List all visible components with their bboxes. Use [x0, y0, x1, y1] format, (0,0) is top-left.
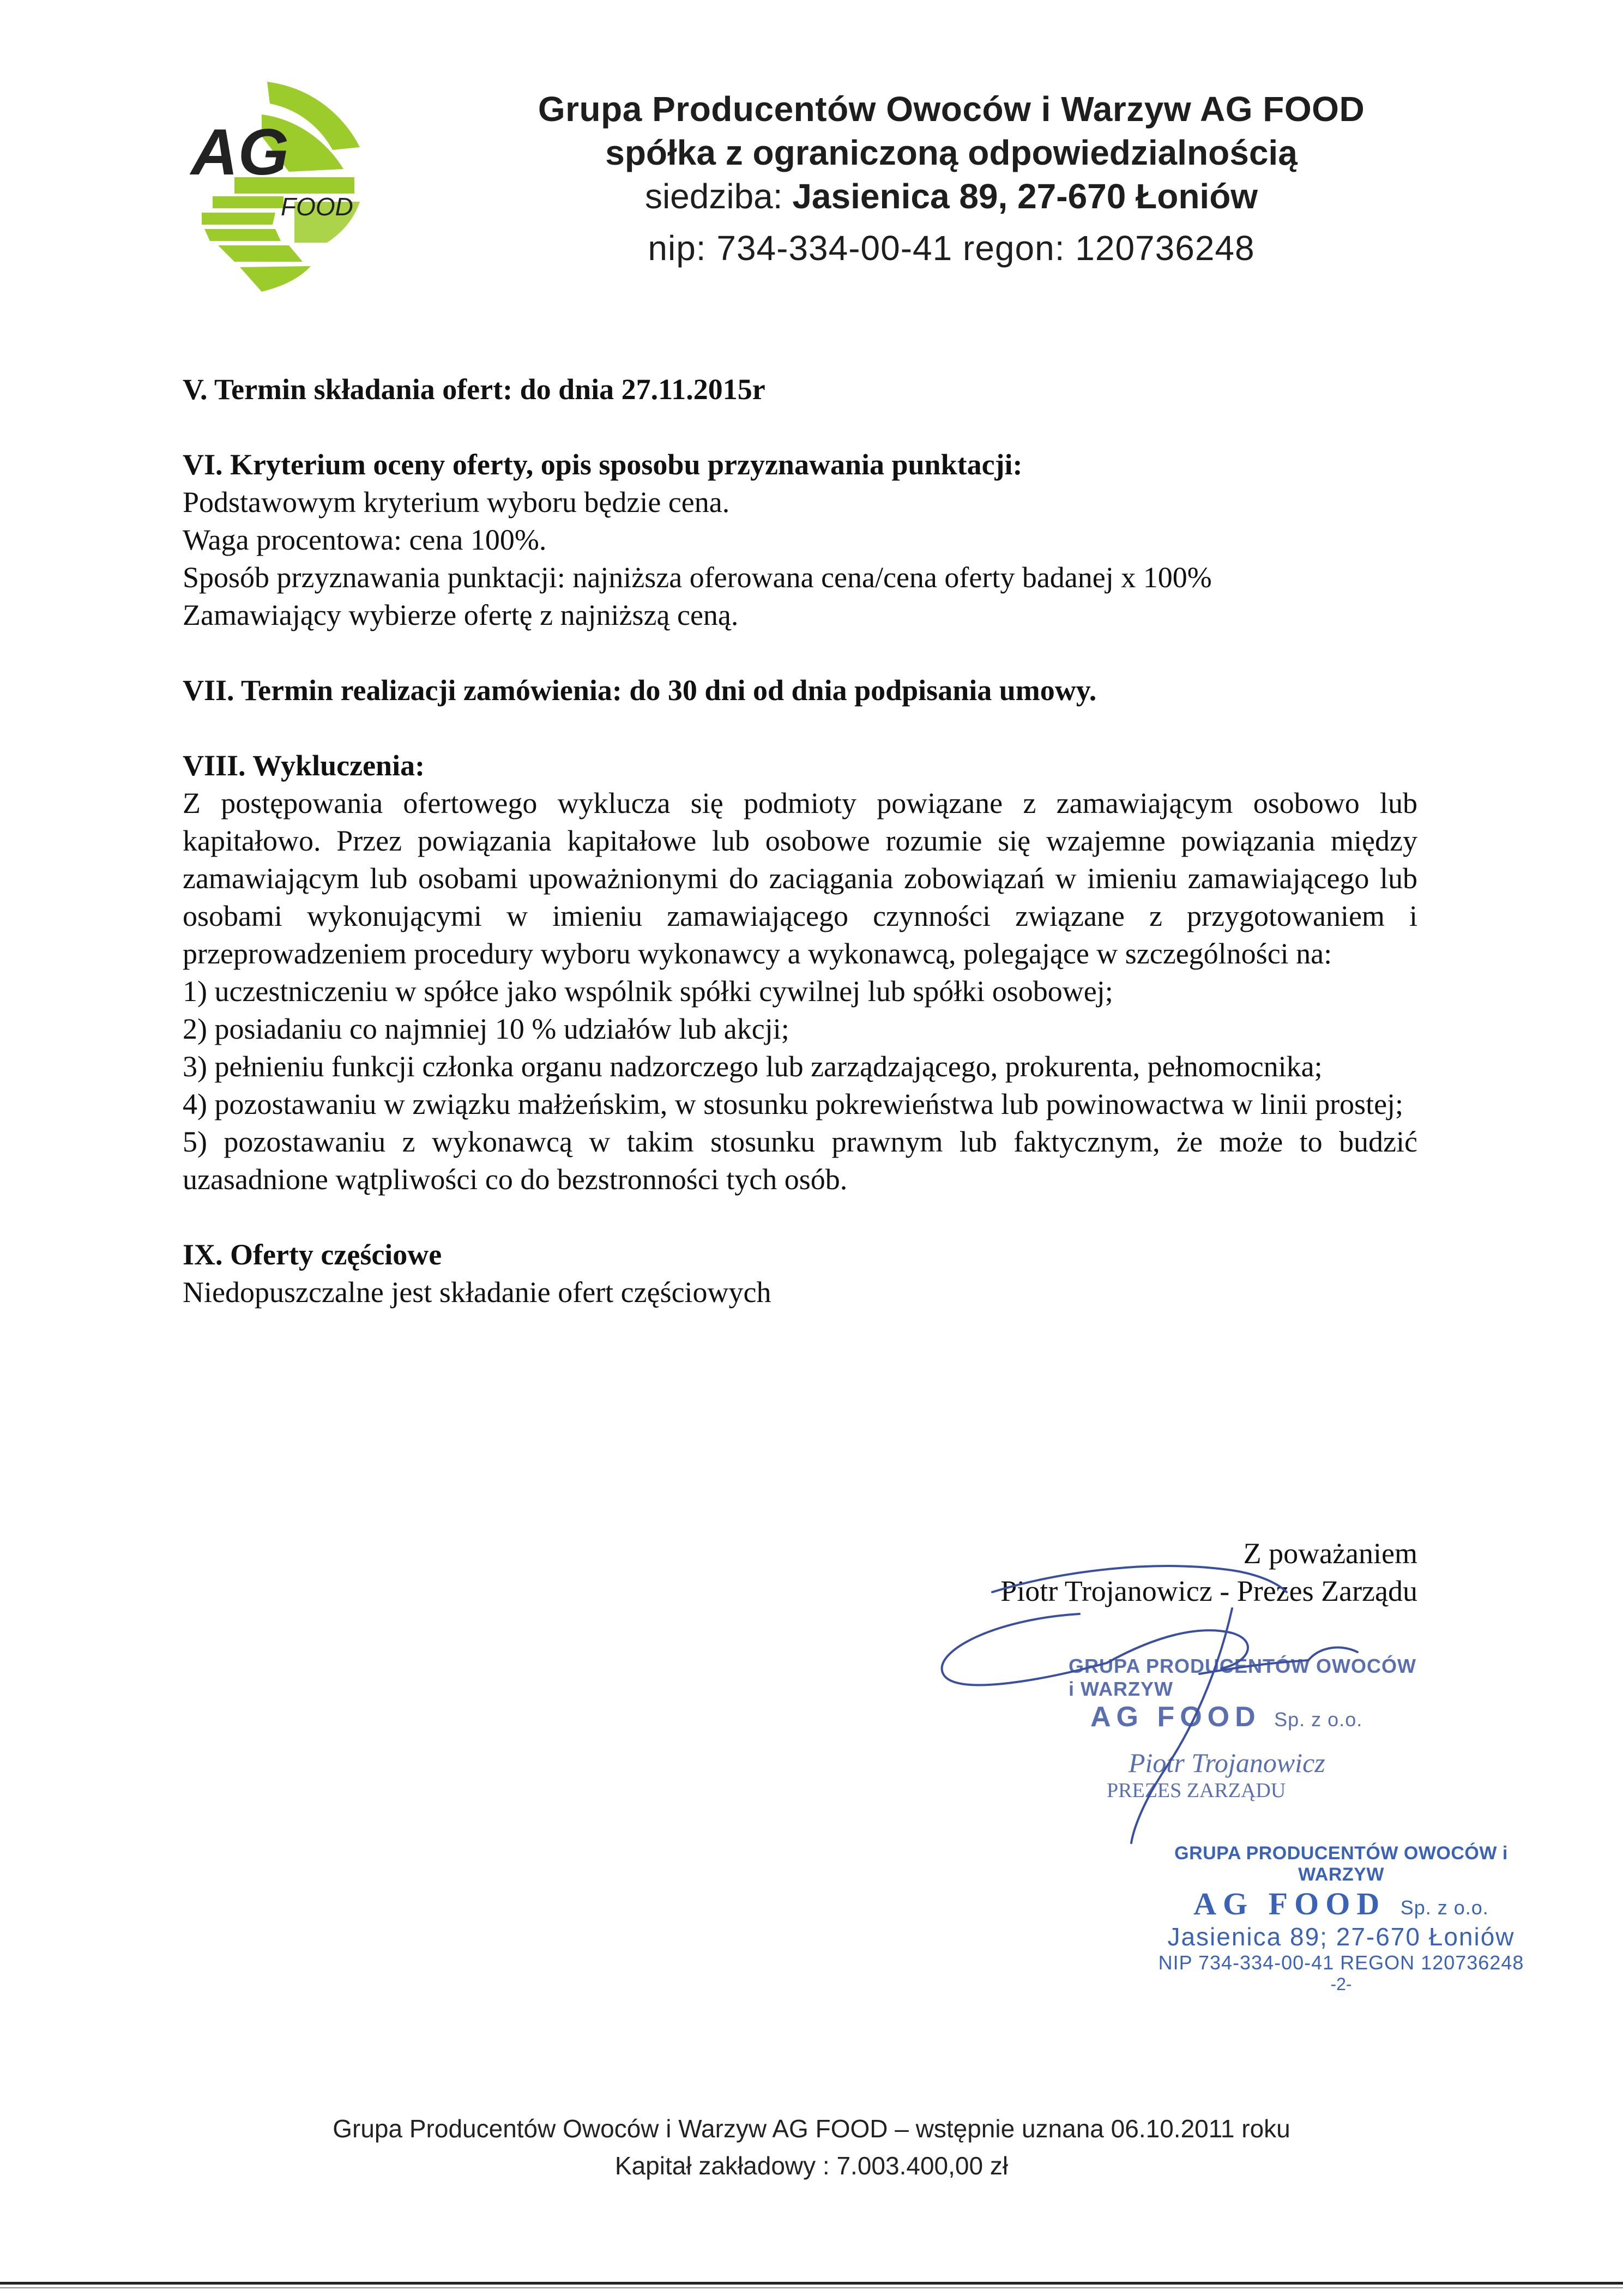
- address-value: Jasienica 89, 27-670 Łoniów: [792, 177, 1258, 216]
- ag-food-logo: [180, 82, 398, 300]
- section-ix: [183, 1236, 1417, 1311]
- company-name: Grupa Producentów Owoców i Warzyw AG FOOD: [538, 89, 1365, 129]
- company-address: [447, 174, 1456, 218]
- stamp1-name: Piotr Trojanowicz: [1129, 1747, 1325, 1778]
- stamp1-suffix: Sp. z o.o.: [1274, 1708, 1363, 1731]
- section-viii-title: VIII. Wykluczenia:: [183, 749, 425, 782]
- regon-value: 120736248: [1075, 228, 1255, 268]
- bottom-rule-thin: [0, 2287, 1623, 2288]
- regon-label: regon:: [963, 228, 1065, 268]
- stamp2-address: Jasienica 89; 27-670 Łoniów: [1167, 1923, 1515, 1951]
- company-ids: [447, 218, 1456, 278]
- stamp1-brand: AG FOOD: [1090, 1701, 1261, 1733]
- section-ix-title: IX. Oferty częściowe: [183, 1238, 442, 1271]
- section-vi-line: Podstawowym kryterium wyboru będzie cena.: [183, 486, 730, 519]
- stamp2-line1: GRUPA PRODUCENTÓW OWOCÓW i WARZYW: [1174, 1843, 1508, 1885]
- footer-line1: Grupa Producentów Owoców i Warzyw AG FOOD – wstępnie uznana 06.10.2011 roku: [333, 2114, 1290, 2143]
- section-vii: [183, 672, 1417, 709]
- section-vi-line: Sposób przyznawania punktacji: najniższa oferowana cena/cena oferty badanej x 100%: [183, 561, 1212, 594]
- stamp2-ids: NIP 734-334-00-41 REGON 120736248: [1158, 1951, 1524, 1974]
- stamp2-brand: AG FOOD: [1193, 1886, 1386, 1921]
- regards: Z poważaniem: [1243, 1537, 1417, 1570]
- signer-name: Piotr Trojanowicz - Prezes Zarządu: [1000, 1575, 1417, 1607]
- exclusion-item: 1) uczestniczeniu w spółce jako wspólnik spółki cywilnej lub spółki osobowej;: [183, 975, 1113, 1008]
- exclusion-item: 5) pozostawaniu z wykonawcą w takim stosunku prawnym lub faktycznym, że może to budzić uzasadnione wątpliwości co do bezstronności tych osób.: [183, 1125, 1417, 1196]
- exclusion-item: 2) posiadaniu co najmniej 10 % udziałów lub akcji;: [183, 1013, 789, 1045]
- section-vi-title: VI. Kryterium oceny oferty, opis sposobu przyznawania punktacji:: [183, 448, 1023, 481]
- stamp1-role: PREZES ZARZĄDU: [1107, 1779, 1286, 1802]
- section-ix-text: Niedopuszczalne jest składanie ofert częściowych: [183, 1276, 771, 1309]
- nip-label: nip:: [648, 228, 707, 268]
- section-vii-title: VII. Termin realizacji zamówienia: do 30 dni od dnia podpisania umowy.: [183, 674, 1097, 707]
- company-form: spółka z ograniczoną odpowiedzialnością: [605, 133, 1298, 172]
- section-v-title: V. Termin składania ofert: do dnia 27.11.2015r: [183, 373, 765, 406]
- logo-sub: FOOD: [281, 192, 353, 221]
- bottom-rule: [0, 2282, 1623, 2285]
- section-vi-line: Waga procentowa: cena 100%.: [183, 523, 547, 556]
- section-viii-paragraph: Z postępowania ofertowego wyklucza się podmioty powiązane z zamawiającym osobowo lub kapitałowo. Przez powiązania kapitałowe lub osobowe rozumie się wzajemne powiązania między zamawiającym lub osobami upoważnionymi do zaciągania zobowiązań w imieniu zamawiającego lub osobami wykonującymi w imieniu zamawiającego czynności związane z przygotowaniem i przeprowadzeniem procedury wyboru wykonawcy a wykonawcą, polegające w szczególności na:: [183, 787, 1417, 970]
- handwritten-signature: [927, 1538, 1527, 1892]
- stamp1-line1: GRUPA PRODUCENTÓW OWOCÓW i WARZYW: [1069, 1655, 1416, 1700]
- section-v: [183, 371, 1417, 408]
- page-footer: [0, 2110, 1623, 2184]
- company-header: [447, 87, 1456, 278]
- address-label: siedziba:: [644, 177, 783, 216]
- footer-line2: Kapitał zakładowy : 7.003.400,00 zł: [614, 2152, 1009, 2180]
- stamp2-page: -2-: [1330, 1974, 1352, 1994]
- nip-value: 734-334-00-41: [716, 228, 953, 268]
- exclusion-item: 4) pozostawaniu w związku małżeńskim, w stosunku pokrewieństwa lub powinowactwa w linii prostej;: [183, 1088, 1404, 1120]
- logo-letters: AG: [191, 116, 289, 189]
- exclusion-item: 3) pełnieniu funkcji członka organu nadzorczego lub zarządzającego, prokurenta, pełnomocnika;: [183, 1050, 1323, 1083]
- stamp2-suffix: Sp. z o.o.: [1400, 1896, 1489, 1919]
- section-viii: [183, 747, 1417, 1198]
- document-body: [183, 371, 1417, 1349]
- section-vi-line: Zamawiający wybierze ofertę z najniższą ceną.: [183, 599, 739, 631]
- section-vi: [183, 446, 1417, 634]
